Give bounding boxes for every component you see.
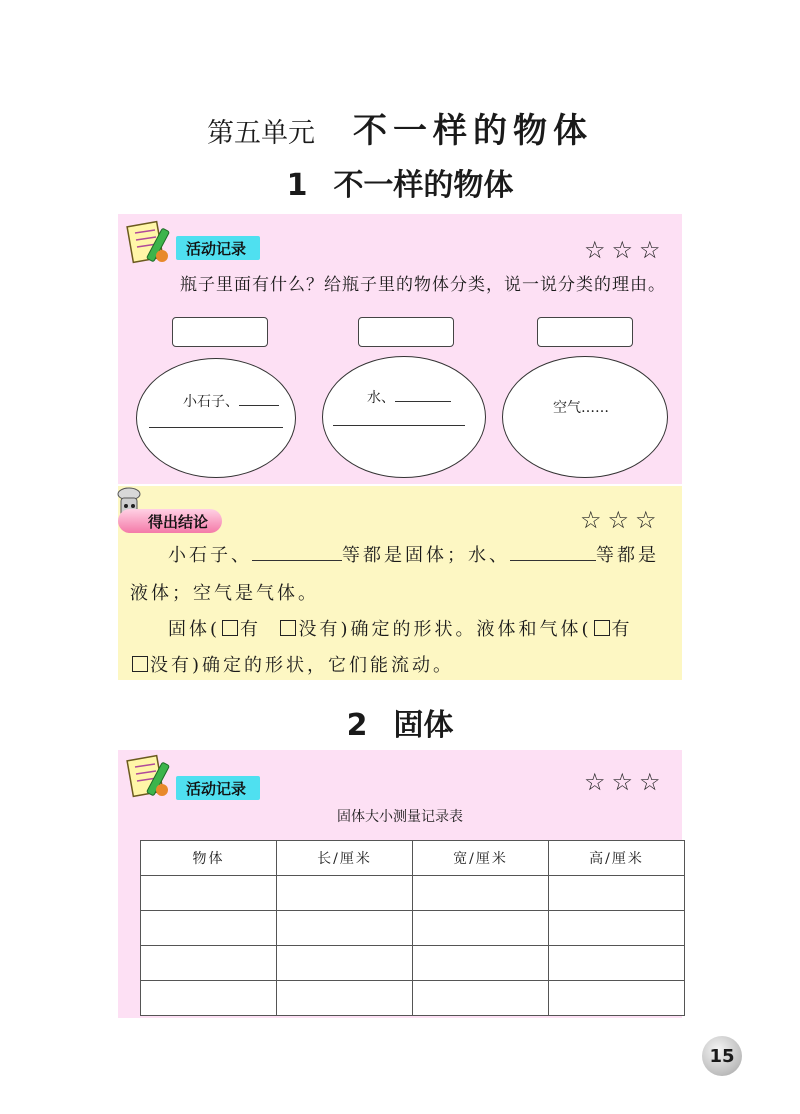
ellipse-2-hint-text: 水、 (367, 390, 395, 406)
table-header-row (141, 841, 685, 876)
header-object: 物体 (141, 841, 277, 876)
ellipse-1-blank-1[interactable] (239, 391, 279, 406)
solid-blank[interactable] (252, 544, 342, 561)
header-width: 宽/厘米 (413, 841, 549, 876)
table-cell[interactable] (141, 911, 277, 946)
liquid-blank[interactable] (510, 544, 596, 561)
conclusion-line-3a: 固体( (168, 619, 221, 640)
conclusion-line-3b: 有 (240, 619, 262, 640)
table-cell[interactable] (413, 946, 549, 981)
category-label-box-3[interactable] (537, 317, 633, 347)
table-cell[interactable] (277, 981, 413, 1016)
conclusion-line-3d: 有 (611, 619, 633, 640)
lesson-1-number: 1 (286, 168, 308, 203)
unit-title (0, 103, 800, 152)
table-cell[interactable] (413, 911, 549, 946)
activity-record-badge-2: 活动记录 (176, 776, 260, 800)
ellipse-2-hint (367, 387, 451, 407)
lesson-1-title (0, 160, 800, 204)
table-cell[interactable] (549, 946, 685, 981)
solid-no-shape-checkbox[interactable] (280, 620, 296, 636)
conclusion-line-1b: 等都是固体；水、 (342, 545, 510, 566)
lesson-2-name: 固体 (393, 708, 454, 743)
conclusion-line-1 (168, 538, 678, 574)
table-row (141, 911, 685, 946)
category-ellipse-3 (502, 356, 668, 478)
fluid-has-shape-checkbox[interactable] (594, 620, 610, 636)
page-number: 15 (702, 1036, 742, 1076)
conclusion-line-4 (130, 648, 454, 684)
category-label-box-2[interactable] (358, 317, 454, 347)
ellipse-1-hint (183, 391, 279, 411)
ellipse-2-blank-1[interactable] (395, 387, 451, 402)
category-ellipse-2 (322, 356, 486, 478)
conclusion-line-1c: 等都是 (596, 545, 659, 566)
activity-question: 瓶子里面有什么？给瓶子里的物体分类，说一说分类的理由。 (180, 275, 666, 295)
unit-name: 不一样的物体 (353, 111, 593, 151)
header-length: 长/厘米 (277, 841, 413, 876)
table-cell[interactable] (277, 911, 413, 946)
notebook-pencil-icon (124, 752, 176, 800)
table-cell[interactable] (549, 876, 685, 911)
table-cell[interactable] (277, 876, 413, 911)
conclusion-line-3 (168, 612, 680, 648)
category-ellipse-1 (136, 358, 296, 478)
conclusion-badge: 得出结论 (118, 509, 222, 533)
activity-record-badge-1: 活动记录 (176, 236, 260, 260)
difficulty-stars-1: ☆☆☆ (584, 236, 667, 264)
lesson-2-title (0, 700, 800, 744)
unit-label: 第五单元 (207, 118, 315, 149)
table-cell[interactable] (549, 981, 685, 1016)
difficulty-stars-2: ☆☆☆ (580, 506, 663, 534)
ellipse-1-hint-text: 小石子、 (183, 394, 239, 410)
ellipse-2-blank-2[interactable] (333, 425, 465, 426)
conclusion-line-4a: 没有)确定的形状，它们能流动。 (150, 655, 455, 676)
lesson-1-name: 不一样的物体 (333, 168, 514, 203)
table-cell[interactable] (413, 876, 549, 911)
solid-has-shape-checkbox[interactable] (222, 620, 238, 636)
table-cell[interactable] (549, 911, 685, 946)
conclusion-line-1a: 小石子、 (168, 545, 252, 566)
conclusion-line-2: 液体；空气是气体。 (130, 583, 319, 604)
table-row (141, 946, 685, 981)
conclusion-line-3c: 没有)确定的形状。液体和气体( (298, 619, 592, 640)
fluid-no-shape-checkbox[interactable] (132, 656, 148, 672)
table-cell[interactable] (141, 981, 277, 1016)
notebook-pencil-icon (124, 218, 176, 266)
table-cell[interactable] (413, 981, 549, 1016)
table-cell[interactable] (141, 876, 277, 911)
table-cell[interactable] (141, 946, 277, 981)
difficulty-stars-3: ☆☆☆ (584, 768, 667, 796)
ellipse-3-hint: 空气…… (553, 400, 609, 416)
header-height: 高/厘米 (549, 841, 685, 876)
table-caption: 固体大小测量记录表 (337, 809, 463, 825)
measurement-table (140, 840, 685, 1016)
category-label-box-1[interactable] (172, 317, 268, 347)
lesson-2-number: 2 (346, 708, 368, 743)
table-cell[interactable] (277, 946, 413, 981)
ellipse-1-blank-2[interactable] (149, 427, 283, 428)
table-row (141, 876, 685, 911)
table-row (141, 981, 685, 1016)
